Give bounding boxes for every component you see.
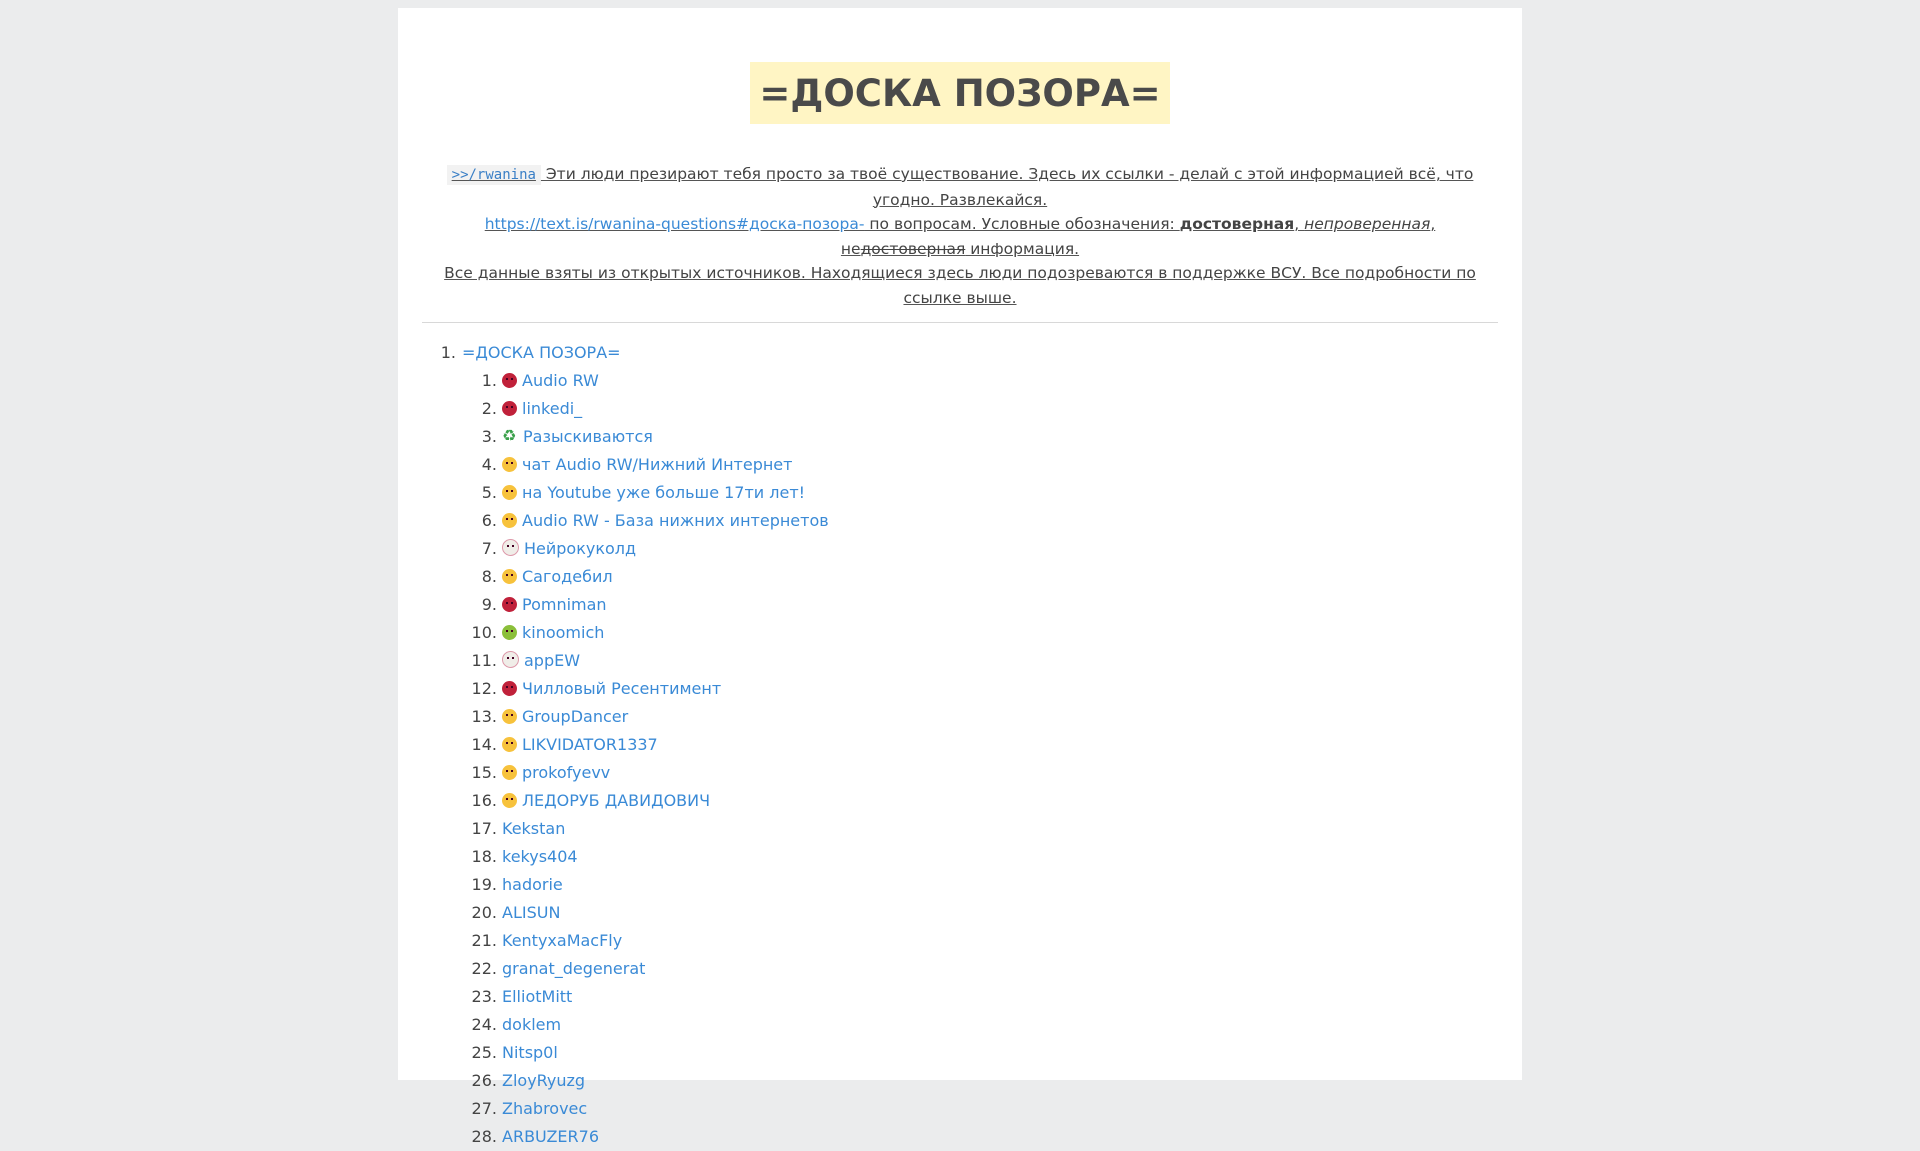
toc-item xyxy=(398,871,1522,899)
toc-link[interactable]: ARBUZER76 xyxy=(502,1127,600,1146)
angry-face-icon xyxy=(502,597,517,612)
toc-item xyxy=(398,507,1522,535)
toc-number: 1. xyxy=(481,371,497,390)
toc-link[interactable]: GroupDancer xyxy=(522,707,629,726)
toc-number: 12. xyxy=(471,679,497,698)
toc-number: 2. xyxy=(481,399,497,418)
toc-item xyxy=(398,815,1522,843)
toc-link[interactable]: Чилловый Ресентимент xyxy=(522,679,722,698)
intro-line1: Эти люди презирают тебя просто за твоё существование. Здесь их ссылки - делай с этой информацией всё, что угодно. Развлекайся. xyxy=(540,165,1474,209)
toc-number: 21. xyxy=(471,931,497,950)
clown-face-icon xyxy=(502,651,519,668)
toc-item xyxy=(398,451,1522,479)
toc-item xyxy=(398,535,1522,563)
angry-face-icon xyxy=(502,401,517,416)
toc-number: 23. xyxy=(471,987,497,1006)
intro-mid: по вопросам. Условные обозначения: xyxy=(864,215,1180,233)
toc-link[interactable]: Нейрокуколд xyxy=(524,539,637,558)
legend-unverified: непроверенная xyxy=(1304,215,1431,233)
toc-number: 26. xyxy=(471,1071,497,1090)
toc-number: 22. xyxy=(471,959,497,978)
toc-link[interactable]: чат Audio RW/Нижний Интернет xyxy=(522,455,793,474)
toc-link[interactable]: KentyxaMacFly xyxy=(502,931,623,950)
toc-link[interactable]: Nitsp0l xyxy=(502,1043,558,1062)
face-icon xyxy=(502,513,517,528)
table-of-contents xyxy=(398,339,1522,1151)
toc-link[interactable]: ЛЕДОРУБ ДАВИДОВИЧ xyxy=(522,791,711,810)
legend-false: достоверная xyxy=(860,239,966,258)
toc-number: 5. xyxy=(481,483,497,502)
laughing-face-icon xyxy=(502,709,517,724)
face-icon xyxy=(502,793,517,808)
toc-number: 4. xyxy=(481,455,497,474)
toc-link[interactable]: =ДОСКА ПОЗОРА= xyxy=(462,343,621,362)
toc-link[interactable]: Audio RW - База нижних интернетов xyxy=(522,511,829,530)
toc-item xyxy=(398,955,1522,983)
toc-item xyxy=(398,703,1522,731)
toc-link[interactable]: Audio RW xyxy=(522,371,599,390)
toc-link[interactable]: hadorie xyxy=(502,875,563,894)
toc-top-item xyxy=(398,339,1522,367)
toc-link[interactable]: Сагодебил xyxy=(522,567,613,586)
clown-face-icon xyxy=(502,539,519,556)
toc-item xyxy=(398,1067,1522,1095)
toc-item xyxy=(398,395,1522,423)
laughing-face-icon xyxy=(502,737,517,752)
title-wrap xyxy=(398,62,1522,124)
intro-text xyxy=(422,162,1498,310)
toc-link[interactable]: на Youtube уже больше 17ти лет! xyxy=(522,483,806,502)
toc-number: 17. xyxy=(471,819,497,838)
toc-link[interactable]: Разыскиваются xyxy=(523,427,653,446)
toc-number: 1. xyxy=(440,343,456,362)
toc-link[interactable]: ElliotMitt xyxy=(502,987,573,1006)
toc-number: 25. xyxy=(471,1043,497,1062)
legend-verified: достоверная xyxy=(1179,215,1295,233)
toc-number: 10. xyxy=(471,623,497,642)
toc-item xyxy=(398,787,1522,815)
toc-link[interactable]: ZloyRyuzg xyxy=(502,1071,586,1090)
toc-item xyxy=(398,591,1522,619)
thinking-face-icon xyxy=(502,765,517,780)
angry-face-icon xyxy=(502,373,517,388)
toc-number: 19. xyxy=(471,875,497,894)
toc-item xyxy=(398,479,1522,507)
toc-item xyxy=(398,731,1522,759)
toc-item xyxy=(398,843,1522,871)
toc-number: 20. xyxy=(471,903,497,922)
toc-item xyxy=(398,899,1522,927)
toc-item xyxy=(398,675,1522,703)
toc-link[interactable]: kekys404 xyxy=(502,847,578,866)
toc-link[interactable]: granat_degenerat xyxy=(502,959,646,978)
questions-link[interactable]: https://text.is/rwanina-questions#доска-позора- xyxy=(484,215,865,233)
toc-number: 3. xyxy=(481,427,497,446)
toc-number: 11. xyxy=(471,651,497,670)
nauseated-face-icon xyxy=(502,625,517,640)
toc-link[interactable]: Pomniman xyxy=(522,595,607,614)
face-icon xyxy=(502,569,517,584)
toc-link[interactable]: Zhabrovec xyxy=(502,1099,588,1118)
toc-number: 27. xyxy=(471,1099,497,1118)
angry-face-icon xyxy=(502,681,517,696)
board-code[interactable]: >>/rwanina xyxy=(447,165,541,185)
toc-link[interactable]: ALISUN xyxy=(502,903,561,922)
toc-item xyxy=(398,423,1522,451)
divider xyxy=(422,322,1498,323)
toc-item xyxy=(398,1123,1522,1151)
toc-item xyxy=(398,927,1522,955)
face-icon xyxy=(502,485,517,500)
toc-link[interactable]: kinoomich xyxy=(522,623,605,642)
toc-number: 8. xyxy=(481,567,497,586)
toc-item xyxy=(398,563,1522,591)
page-title: =ДОСКА ПОЗОРА= xyxy=(750,62,1169,124)
toc-link[interactable]: linkedi_ xyxy=(522,399,583,418)
toc-number: 16. xyxy=(471,791,497,810)
toc-link[interactable]: doklem xyxy=(502,1015,562,1034)
toc-item xyxy=(398,759,1522,787)
toc-link[interactable]: prokofyevv xyxy=(522,763,611,782)
toc-number: 9. xyxy=(481,595,497,614)
legend-false-prefix: не xyxy=(840,239,861,258)
toc-item xyxy=(398,647,1522,675)
toc-item xyxy=(398,1011,1522,1039)
toc-item xyxy=(398,1095,1522,1123)
toc-link[interactable]: Kekstan xyxy=(502,819,566,838)
toc-number: 18. xyxy=(471,847,497,866)
legend-separator: , xyxy=(1294,215,1305,233)
toc-number: 13. xyxy=(471,707,497,726)
toc-number: 6. xyxy=(481,511,497,530)
face-icon xyxy=(502,457,517,472)
toc-link[interactable]: appEW xyxy=(524,651,581,670)
toc-item xyxy=(398,1039,1522,1067)
toc-number: 24. xyxy=(471,1015,497,1034)
intro-tail: информация. xyxy=(965,239,1080,258)
toc-number: 15. xyxy=(471,763,497,782)
toc-item xyxy=(398,983,1522,1011)
legend-separator: , xyxy=(1430,215,1436,233)
recycle-icon xyxy=(502,429,518,444)
document-page xyxy=(398,8,1522,1146)
toc-number: 14. xyxy=(471,735,497,754)
toc-link[interactable]: LIKVIDATOR1337 xyxy=(522,735,658,754)
intro-line3: Все данные взяты из открытых источников. Находящиеся здесь люди подозреваются в поддержке ВСУ. Все подробности по ссылке выше. xyxy=(444,264,1476,307)
toc-number: 7. xyxy=(481,539,497,558)
toc-number: 28. xyxy=(471,1127,497,1146)
toc-item xyxy=(398,619,1522,647)
toc-sublist xyxy=(398,367,1522,1151)
toc-item xyxy=(398,367,1522,395)
